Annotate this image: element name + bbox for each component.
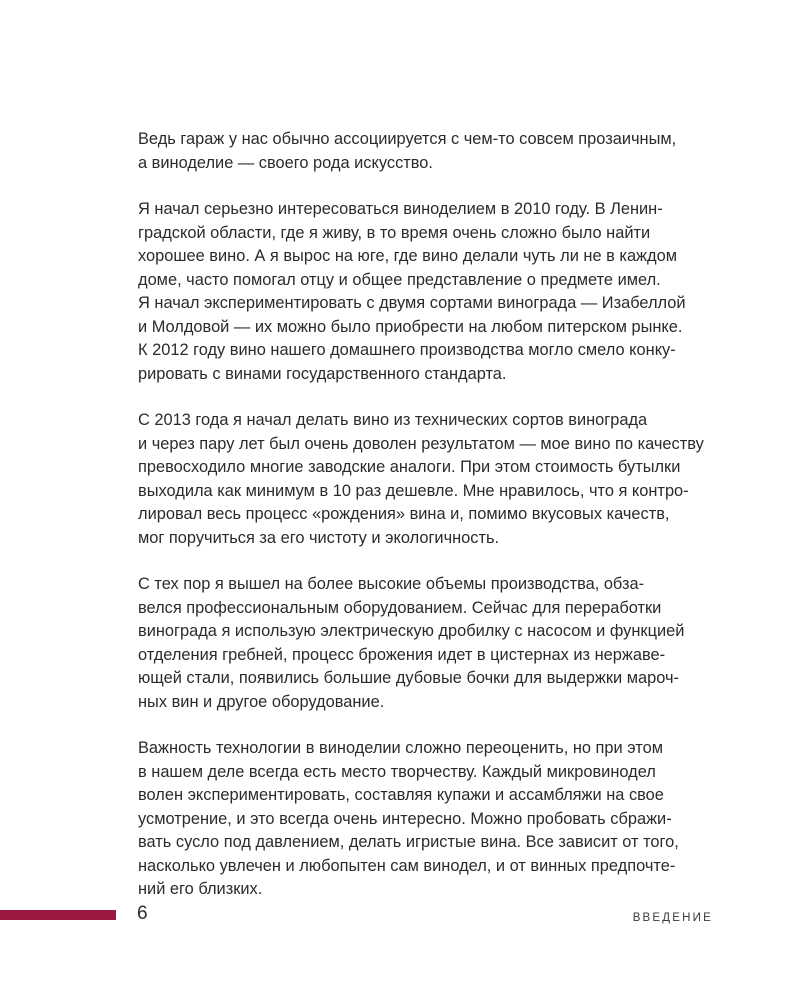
- paragraph: Я начал серьезно интересоваться виноделием в 2010 году. В Ленин- градской области, где я живу, в то время очень сложно было найти хорошее вино. А я вырос на юге, где вино делали чуть ли не в каждом доме, часто помогал отцу и общее представление о предмете имел. Я начал экспериментировать с двумя сортами винограда — Изабеллой и Молдовой — их можно было приобрести на любом питерском рынке. К 2012 году вино нашего домашнего производства могло смело конку- рировать с винами государственного стандарта.: [138, 200, 686, 383]
- footer-accent-bar: [0, 910, 116, 920]
- running-section-title: ВВЕДЕНИЕ: [632, 912, 713, 924]
- paragraph: Важность технологии в виноделии сложно переоценить, но при этом в нашем деле всегда есть место творчеству. Каждый микровинодел волен экспериментировать, составляя купажи и ассамбляжи на свое усмотрение, и это всегда очень интересно. Можно пробовать сбражи- вать сусло под давлением, делать игристые вина. Все зависит от того, насколько увлечен и любопытен сам винодел, и от винных предпочте- ний его близких.: [138, 739, 679, 898]
- page-number: 6: [137, 903, 148, 924]
- body-text: [138, 128, 713, 925]
- paragraph: С 2013 года я начал делать вино из технических сортов винограда и через пару лет был очень доволен результатом — мое вино по качеству превосходило многие заводские аналоги. При этом стоимость бутылки выходила как минимум в 10 раз дешевле. Мне нравилось, что я контро- лировал весь процесс «рождения» вина и, помимо вкусовых качеств, мог поручиться за его чистоту и экологичность.: [138, 411, 704, 547]
- paragraph: С тех пор я вышел на более высокие объемы производства, обза- велся профессиональным оборудованием. Сейчас для переработки винограда я использую электрическую дробилку с насосом и функцией отделения гребней, процесс брожения идет в цистернах из нержаве- ющей стали, появились большие дубовые бочки для выдержки мароч- ных вин и другое оборудование.: [138, 575, 685, 711]
- paragraph: Ведь гараж у нас обычно ассоциируется с чем-то совсем прозаичным, а виноделие — своего рода искусство.: [138, 130, 677, 172]
